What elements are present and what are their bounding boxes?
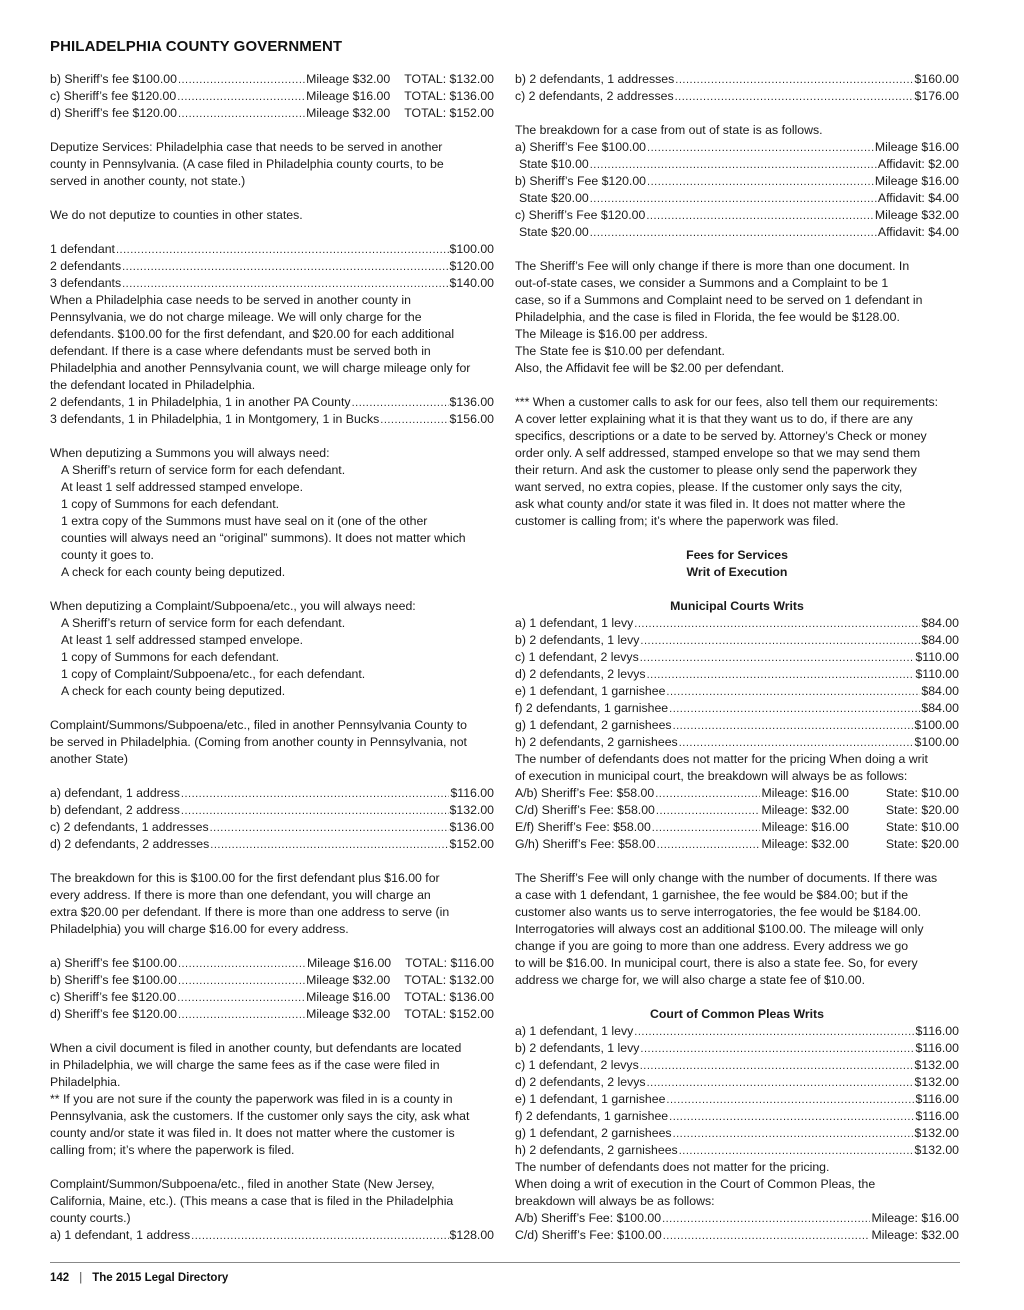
fee-row: A/b) Sheriff’s Fee: $100.00 ..... Mileage: $16.00: [515, 1210, 959, 1227]
fee-row: c) 1 defendant, 2 levys ..... $110.00: [515, 649, 959, 666]
municipal-heading: Municipal Courts Writs: [670, 599, 804, 613]
dot-leader: [647, 667, 915, 684]
left-column: [50, 71, 494, 1244]
fee-row: h) 2 defendants, 2 garnishees ..... $132.00: [515, 1142, 959, 1159]
other-state-fees-cont: [515, 71, 959, 105]
dot-leader: [116, 242, 449, 259]
fee-row: b) 2 defendants, 1 levy ..... $84.00: [515, 632, 959, 649]
dot-leader: [666, 684, 920, 701]
dot-leader: [178, 973, 305, 990]
dot-leader: [181, 803, 449, 820]
fee-row: a) Sheriff’s fee $100.00 ..... Mileage $16.00 TOTAL: $116.00: [50, 955, 494, 972]
fee-row: c) 2 defendants, 1 addresses ..... $136.00: [50, 819, 494, 836]
breakdown-note: The breakdown for this is $100.00 for the first defendant plus $16.00 for every address. If there is more than one defendant, you will charge an extra $20.00 per defendant. If there is more than one address to serve (in Philadelphia) you will charge $16.00 for every address.: [50, 871, 450, 936]
page-title: PHILADELPHIA COUNTY GOVERNMENT: [50, 38, 343, 55]
dot-leader: [669, 1109, 914, 1126]
fee-row: G/h) Sheriff’s Fee: $58.00 ..... Mileage: $32.00 State: $20.00: [515, 836, 959, 853]
section-heading: Writ of Execution: [686, 565, 788, 579]
fee-row: 2 defendants ..... $120.00: [50, 258, 494, 275]
other-state-fees: [50, 1227, 494, 1244]
deputize-intro: Deputize Services: Philadelphia case that needs to be served in another county in Pennsylvania. (A case filed in Philadelphia county courts, to be served in another county, not state.): [50, 140, 444, 188]
fees-top: [50, 71, 494, 122]
fees-bottom: [50, 955, 494, 1023]
fee-row: g) 1 defendant, 2 garnishees ..... $100.00: [515, 717, 959, 734]
fee-row: 1 defendant ..... $100.00: [50, 241, 494, 258]
civil-note: When a civil document is filed in another county, but defendants are located in Philadelphia, we will charge the same fees as if the case were filed in Philadelphia. ** If you are not sure if the county the paperwork was filed in is a county in Pennsylvania, ask the customers. If the customer only says the city, ask what county and/or state it was filed in. It does not matter where the customer is calling from; it’s where the paperwork is filed.: [50, 1041, 470, 1157]
dot-leader: [640, 1058, 914, 1075]
fee-row: d) 2 defendants, 2 levys ..... $110.00: [515, 666, 959, 683]
fee-row: f) 2 defendants, 1 garnishee ..... $84.00: [515, 700, 959, 717]
no-deputize-note: We do not deputize to counties in other states.: [50, 208, 303, 222]
fee-row: f) 2 defendants, 1 garnishee ..... $116.00: [515, 1108, 959, 1125]
dot-leader: [191, 1228, 448, 1245]
publication-title: The 2015 Legal Directory: [92, 1272, 229, 1284]
section-heading: Fees for Services: [686, 548, 788, 562]
fee-row: d) Sheriff’s fee $120.00 ..... Mileage $32.00 TOTAL: $152.00: [50, 105, 494, 122]
dot-leader: [673, 718, 914, 735]
footer-divider: [50, 1262, 960, 1263]
requirements-note: *** When a customer calls to ask for our fees, also tell them our requirements: A cover letter explaining what it is that they want us to do, if there are any specifics, descriptions or a date to be served by. Attorney’s Check or money order only. A self addressed, stamped envelope so that we may send them their return. And ask the customer to please only send the paperwork they want served, no extra copies, please. If the customer only says the city, ask what county and/or state it was filed in. It does not matter where the customer is calling from; it’s where the paperwork was filed.: [515, 395, 939, 528]
other-state-intro: Complaint/Summon/Subpoena/etc., filed in another State (New Jersey, California, Maine, etc.). (This means a case that is filed in the Philadelphia county courts.): [50, 1177, 454, 1225]
dot-leader: [122, 259, 448, 276]
fee-row: d) 2 defendants, 2 addresses ..... $152.00: [50, 836, 494, 853]
dot-leader: [640, 633, 920, 650]
dot-leader: [666, 1092, 914, 1109]
dot-leader: [590, 225, 877, 242]
right-column: [515, 71, 959, 1244]
fee-row: c) Sheriff’s Fee $120.00 ..... Mileage $32.00: [515, 207, 959, 224]
dot-leader: [669, 701, 920, 718]
other-county-intro: Complaint/Summons/Subpoena/etc., filed in another Pennsylvania County to be served in Philadelphia. (Coming from another county in Pennsylvania, not another State): [50, 718, 467, 766]
dot-leader: [647, 140, 874, 157]
dot-leader: [181, 786, 450, 803]
dot-leader: [178, 956, 306, 973]
out-of-state-heading: The breakdown for a case from out of state is as follows.: [515, 123, 823, 137]
fee-row: 3 defendants ..... $140.00: [50, 275, 494, 292]
fee-row: b) 2 defendants, 1 levy ..... $116.00: [515, 1040, 959, 1057]
fee-row: State $10.00 ..... Affidavit: $2.00: [515, 156, 959, 173]
dot-leader: [122, 276, 448, 293]
dot-leader: [590, 191, 877, 208]
fee-row: C/d) Sheriff’s Fee: $100.00 ..... Mileage: $32.00: [515, 1227, 959, 1244]
fee-row: A/b) Sheriff’s Fee: $58.00 ..... Mileage: $16.00 State: $10.00: [515, 785, 959, 802]
dot-leader: [647, 174, 874, 191]
dot-leader: [210, 820, 449, 837]
fee-row: a) 1 defendant, 1 levy ..... $116.00: [515, 1023, 959, 1040]
fee-row: c) 2 defendants, 2 addresses ..... $176.00: [515, 88, 959, 105]
dot-leader: [380, 412, 448, 429]
municipal-fees: [515, 615, 959, 751]
fee-row: b) Sheriff’s fee $100.00 ..... Mileage $32.00 TOTAL: $132.00: [50, 972, 494, 989]
dot-leader: [177, 990, 305, 1007]
fee-row: a) Sheriff’s Fee $100.00 ..... Mileage $16.00: [515, 139, 959, 156]
mixed-fees: [50, 394, 494, 428]
fee-row: e) 1 defendant, 1 garnishee ..... $84.00: [515, 683, 959, 700]
fee-row: d) 2 defendants, 2 levys ..... $132.00: [515, 1074, 959, 1091]
other-county-fees: [50, 785, 494, 853]
dot-leader: [178, 106, 305, 123]
dot-leader: [675, 89, 914, 106]
fee-row: c) Sheriff’s fee $120.00 ..... Mileage $16.00 TOTAL: $136.00: [50, 989, 494, 1006]
fee-row: a) defendant, 1 address ..... $116.00: [50, 785, 494, 802]
dot-leader: [646, 208, 874, 225]
dot-leader: [675, 72, 913, 89]
fee-row: c) Sheriff’s fee $120.00 ..... Mileage $16.00 TOTAL: $136.00: [50, 88, 494, 105]
dot-leader: [590, 157, 877, 174]
dot-leader: [640, 1041, 914, 1058]
fee-row: b) Sheriff’s fee $100.00 ..... Mileage $32.00 TOTAL: $132.00: [50, 71, 494, 88]
fee-row: E/f) Sheriff’s Fee: $58.00 ..... Mileage: $16.00 State: $10.00: [515, 819, 959, 836]
summons-requirements: When deputizing a Summons you will always need: A Sheriff’s return of service form for each defendant. At least 1 self addressed stamped envelope. 1 copy of Summons for each defendant. 1 extra copy of the Summons must have seal on it (one of the other counties will always need an “original” summons). It does not matter which county it goes to. A check for each county being deputized.: [50, 446, 466, 579]
dot-leader: [655, 786, 760, 803]
documents-note: The Sheriff’s Fee will only change with the number of documents. If there was a case with 1 defendant, 1 garnishee, the fee would be $84.00; but if the customer also wants us to serve interrogatories, the fee would be $184.00. Interrogatories will always cost an additional $100.00. The mileage will only change if you are going to more than one address. Every address we go to will be $16.00. In municipal court, there is also a state fee. So, for every address we charge for, we will also charge a state fee of $10.00.: [515, 871, 938, 987]
dot-leader: [657, 837, 761, 854]
dot-leader: [656, 803, 761, 820]
common-pleas-fees: [515, 1023, 959, 1159]
dot-leader: [178, 1007, 305, 1024]
common-pleas-breakdown: [515, 1210, 959, 1244]
dot-leader: [647, 1075, 914, 1092]
footer-separator: |: [79, 1272, 83, 1284]
dot-leader: [210, 837, 448, 854]
page-footer: [50, 1272, 228, 1284]
fee-row: b) Sheriff’s Fee $120.00 ..... Mileage $16.00: [515, 173, 959, 190]
fee-row: e) 1 defendant, 1 garnishee ..... $116.00: [515, 1091, 959, 1108]
mileage-note: When a Philadelphia case needs to be served in another county in Pennsylvania, we do not charge mileage. We will only charge for the defendants. $100.00 for the first defendant, and $20.00 for each additional defendant. If there is a case where defendants must be served both in Philadelphia and another Pennsylvania count, we will charge mileage only for the defendant located in Philadelphia.: [50, 293, 471, 392]
fee-row: State $20.00 ..... Affidavit: $4.00: [515, 190, 959, 207]
common-pleas-heading: Court of Common Pleas Writs: [650, 1007, 824, 1021]
dot-leader: [679, 1143, 914, 1160]
dot-leader: [662, 1211, 870, 1228]
fee-row: b) 2 defendants, 1 addresses ..... $160.00: [515, 71, 959, 88]
fee-row: c) 1 defendant, 2 levys ..... $132.00: [515, 1057, 959, 1074]
dot-leader: [640, 650, 915, 667]
dot-leader: [679, 735, 914, 752]
dot-leader: [634, 1024, 914, 1041]
fee-row: 2 defendants, 1 in Philadelphia, 1 in another PA County ..... $136.00: [50, 394, 494, 411]
fee-row: State $20.00 ..... Affidavit: $4.00: [515, 224, 959, 241]
page-number: 142: [50, 1272, 70, 1284]
fee-row: 3 defendants, 1 in Philadelphia, 1 in Montgomery, 1 in Bucks ..... $156.00: [50, 411, 494, 428]
dot-leader: [634, 616, 920, 633]
fee-row: a) 1 defendant, 1 levy ..... $84.00: [515, 615, 959, 632]
dot-leader: [178, 72, 305, 89]
fee-row: b) defendant, 2 address ..... $132.00: [50, 802, 494, 819]
out-of-state-rows: [515, 139, 959, 241]
municipal-breakdown: [515, 785, 959, 853]
fee-row: d) Sheriff’s fee $120.00 ..... Mileage $32.00 TOTAL: $152.00: [50, 1006, 494, 1023]
dot-leader: [177, 89, 305, 106]
dot-leader: [673, 1126, 914, 1143]
dot-leader: [663, 1228, 871, 1245]
municipal-note: The number of defendants does not matter for the pricing When doing a writ of execution in municipal court, the breakdown will always be as follows:: [515, 752, 928, 783]
fee-row: a) 1 defendant, 1 address ..... $128.00: [50, 1227, 494, 1244]
complaint-requirements: When deputizing a Complaint/Subpoena/etc., you will always need: A Sheriff’s return of service form for each defendant. At least 1 self addressed stamped envelope. 1 copy of Summons for each defendant. 1 copy of Complaint/Subpoena/etc., for each defendant. A check for each county being deputized.: [50, 599, 416, 698]
common-pleas-note: The number of defendants does not matter for the pricing. When doing a writ of execution in the Court of Common Pleas, the breakdown will always be as follows:: [515, 1160, 876, 1208]
fee-row: h) 2 defendants, 2 garnishees ..... $100.00: [515, 734, 959, 751]
dot-leader: [352, 395, 449, 412]
sheriff-fee-note: The Sheriff’s Fee will only change if there is more than one document. In out-of-state cases, we consider a Summons and a Complaint to be 1 case, so if a Summons and Complaint need to be served on 1 defendant in Philadelphia, and the case is filed in Florida, the fee would be $128.00. The Mileage is $16.00 per address. The State fee is $10.00 per defendant. Also, the Affidavit fee will be $2.00 per defendant.: [515, 259, 923, 375]
fee-row: g) 1 defendant, 2 garnishees ..... $132.00: [515, 1125, 959, 1142]
dot-leader: [652, 820, 761, 837]
defendant-fees: [50, 241, 494, 292]
fee-row: C/d) Sheriff’s Fee: $58.00 ..... Mileage: $32.00 State: $20.00: [515, 802, 959, 819]
